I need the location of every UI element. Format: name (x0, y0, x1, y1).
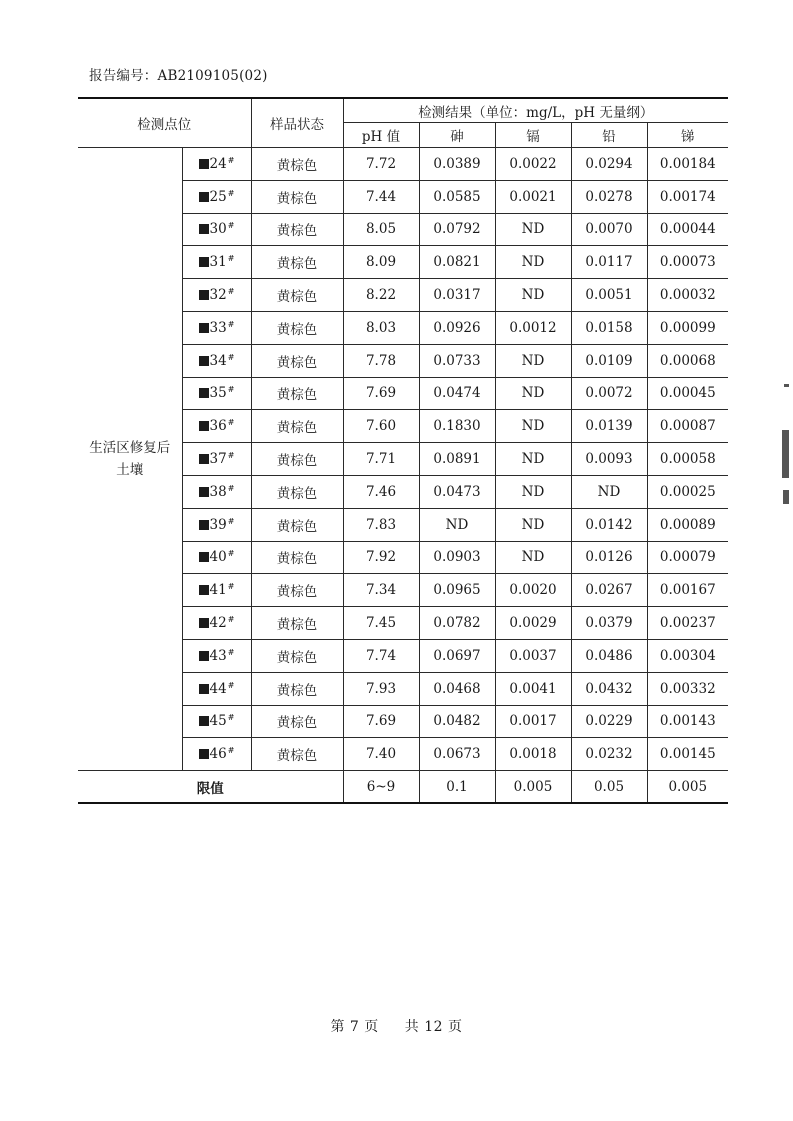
redaction-square-icon (199, 585, 209, 595)
sample-id (182, 443, 251, 476)
sample-suffix: # (227, 680, 235, 690)
sample-number: 33 (209, 319, 227, 336)
value-ph: 7.78 (343, 344, 419, 377)
value-cadmium: 0.0017 (495, 705, 571, 738)
value-cadmium: 0.0021 (495, 180, 571, 213)
value-cadmium: 0.0041 (495, 672, 571, 705)
header-arsenic: 砷 (419, 123, 495, 148)
sample-number: 38 (209, 483, 227, 500)
sample-id (182, 672, 251, 705)
value-antimony: 0.00304 (647, 639, 728, 672)
sample-suffix: # (227, 746, 235, 756)
sample-state: 黄棕色 (251, 541, 343, 574)
value-ph: 8.09 (343, 246, 419, 279)
sample-id (182, 541, 251, 574)
value-ph: 7.46 (343, 475, 419, 508)
redaction-square-icon (199, 618, 209, 628)
report-number: 报告编号：AB2109105(02) (89, 68, 268, 84)
results-table (78, 97, 728, 804)
sample-suffix: # (227, 418, 235, 428)
redaction-square-icon (199, 388, 209, 398)
sample-state: 黄棕色 (251, 279, 343, 312)
sample-suffix: # (227, 385, 235, 395)
sample-id (182, 508, 251, 541)
value-lead: 0.0072 (571, 377, 647, 410)
sample-id (182, 705, 251, 738)
value-cadmium: ND (495, 410, 571, 443)
sample-suffix: # (227, 352, 235, 362)
value-ph: 7.83 (343, 508, 419, 541)
value-antimony: 0.00099 (647, 311, 728, 344)
sample-suffix: # (227, 647, 235, 657)
value-lead: 0.0051 (571, 279, 647, 312)
value-arsenic: 0.0585 (419, 180, 495, 213)
redaction-square-icon (199, 192, 209, 202)
sample-suffix: # (227, 582, 235, 592)
value-lead: 0.0109 (571, 344, 647, 377)
sample-state: 黄棕色 (251, 738, 343, 771)
value-arsenic: 0.0673 (419, 738, 495, 771)
value-arsenic: 0.0792 (419, 213, 495, 246)
sample-id (182, 148, 251, 181)
redaction-square-icon (199, 684, 209, 694)
value-lead: ND (571, 475, 647, 508)
value-lead: 0.0232 (571, 738, 647, 771)
value-arsenic: 0.0926 (419, 311, 495, 344)
value-cadmium: 0.0012 (495, 311, 571, 344)
value-arsenic: 0.0891 (419, 443, 495, 476)
value-antimony: 0.00087 (647, 410, 728, 443)
value-antimony: 0.00089 (647, 508, 728, 541)
sample-id (182, 738, 251, 771)
limit-lead: 0.05 (571, 771, 647, 804)
value-ph: 8.03 (343, 311, 419, 344)
sample-state: 黄棕色 (251, 574, 343, 607)
value-arsenic: 0.0782 (419, 607, 495, 640)
value-cadmium: 0.0020 (495, 574, 571, 607)
sample-number: 40 (209, 549, 227, 566)
sample-number: 31 (209, 254, 227, 271)
value-lead: 0.0139 (571, 410, 647, 443)
header-ph: pH 值 (343, 123, 419, 148)
limit-row (78, 771, 728, 804)
sample-state: 黄棕色 (251, 180, 343, 213)
sample-id (182, 639, 251, 672)
value-lead: 0.0379 (571, 607, 647, 640)
value-antimony: 0.00045 (647, 377, 728, 410)
redaction-square-icon (199, 487, 209, 497)
value-lead: 0.0432 (571, 672, 647, 705)
value-antimony: 0.00068 (647, 344, 728, 377)
redaction-square-icon (199, 290, 209, 300)
value-ph: 7.93 (343, 672, 419, 705)
value-ph: 7.60 (343, 410, 419, 443)
sample-id (182, 311, 251, 344)
sample-suffix: # (227, 451, 235, 461)
value-arsenic: ND (419, 508, 495, 541)
sample-state: 黄棕色 (251, 607, 343, 640)
site-name: 生活区修复后 土壤 (78, 148, 182, 771)
value-cadmium: ND (495, 443, 571, 476)
limit-label: 限值 (78, 771, 343, 804)
value-arsenic: 0.0733 (419, 344, 495, 377)
redaction-square-icon (199, 749, 209, 759)
value-antimony: 0.00167 (647, 574, 728, 607)
sample-id (182, 410, 251, 443)
value-lead: 0.0278 (571, 180, 647, 213)
sample-state: 黄棕色 (251, 475, 343, 508)
value-arsenic: 0.0903 (419, 541, 495, 574)
value-arsenic: 0.0965 (419, 574, 495, 607)
value-antimony: 0.00237 (647, 607, 728, 640)
value-arsenic: 0.0697 (419, 639, 495, 672)
sample-id (182, 279, 251, 312)
value-ph: 7.69 (343, 705, 419, 738)
value-lead: 0.0294 (571, 148, 647, 181)
sample-state: 黄棕色 (251, 148, 343, 181)
sample-state: 黄棕色 (251, 410, 343, 443)
value-antimony: 0.00143 (647, 705, 728, 738)
value-cadmium: ND (495, 344, 571, 377)
value-lead: 0.0267 (571, 574, 647, 607)
header-lead: 铅 (571, 123, 647, 148)
value-ph: 7.72 (343, 148, 419, 181)
value-antimony: 0.00044 (647, 213, 728, 246)
page-number: 第 7 页 (330, 1019, 379, 1035)
header-results: 检测结果（单位：mg/L，pH 无量纲） (343, 98, 728, 123)
sample-id (182, 180, 251, 213)
header-antimony: 锑 (647, 123, 728, 148)
results-body (78, 148, 728, 771)
value-lead: 0.0158 (571, 311, 647, 344)
sample-id (182, 377, 251, 410)
redaction-square-icon (199, 520, 209, 530)
sample-state: 黄棕色 (251, 311, 343, 344)
value-lead: 0.0229 (571, 705, 647, 738)
limit-cadmium: 0.005 (495, 771, 571, 804)
redaction-square-icon (199, 257, 209, 267)
sample-number: 41 (209, 582, 227, 599)
value-antimony: 0.00025 (647, 475, 728, 508)
sample-suffix: # (227, 287, 235, 297)
redaction-square-icon (199, 651, 209, 661)
value-lead: 0.0070 (571, 213, 647, 246)
value-lead: 0.0486 (571, 639, 647, 672)
value-ph: 8.22 (343, 279, 419, 312)
value-ph: 7.71 (343, 443, 419, 476)
sample-id (182, 574, 251, 607)
sample-state: 黄棕色 (251, 705, 343, 738)
sample-suffix: # (227, 188, 235, 198)
limit-ph: 6~9 (343, 771, 419, 804)
redaction-square-icon (199, 159, 209, 169)
sample-suffix: # (227, 713, 235, 723)
value-ph: 7.92 (343, 541, 419, 574)
value-arsenic: 0.0821 (419, 246, 495, 279)
sample-number: 35 (209, 385, 227, 402)
page-footer (0, 1016, 793, 1036)
sample-suffix: # (227, 155, 235, 165)
value-antimony: 0.00174 (647, 180, 728, 213)
value-cadmium: ND (495, 213, 571, 246)
value-antimony: 0.00184 (647, 148, 728, 181)
value-lead: 0.0093 (571, 443, 647, 476)
margin-marks (779, 380, 793, 530)
value-antimony: 0.00032 (647, 279, 728, 312)
value-arsenic: 0.1830 (419, 410, 495, 443)
value-arsenic: 0.0474 (419, 377, 495, 410)
sample-state: 黄棕色 (251, 246, 343, 279)
value-ph: 7.44 (343, 180, 419, 213)
value-ph: 7.40 (343, 738, 419, 771)
value-cadmium: ND (495, 377, 571, 410)
value-cadmium: ND (495, 475, 571, 508)
sample-number: 39 (209, 516, 227, 533)
sample-number: 36 (209, 418, 227, 435)
value-cadmium: 0.0022 (495, 148, 571, 181)
sample-id (182, 213, 251, 246)
sample-suffix: # (227, 221, 235, 231)
redaction-square-icon (199, 323, 209, 333)
sample-id (182, 607, 251, 640)
sample-suffix: # (227, 254, 235, 264)
value-ph: 7.45 (343, 607, 419, 640)
sample-number: 44 (209, 680, 227, 697)
sample-number: 46 (209, 746, 227, 763)
value-cadmium: ND (495, 246, 571, 279)
value-ph: 8.05 (343, 213, 419, 246)
value-ph: 7.74 (343, 639, 419, 672)
table-row (78, 148, 728, 181)
sample-state: 黄棕色 (251, 639, 343, 672)
sample-state: 黄棕色 (251, 508, 343, 541)
sample-number: 24 (209, 155, 227, 172)
value-lead: 0.0117 (571, 246, 647, 279)
value-lead: 0.0142 (571, 508, 647, 541)
redaction-square-icon (199, 421, 209, 431)
redaction-square-icon (199, 224, 209, 234)
value-cadmium: ND (495, 279, 571, 312)
redaction-square-icon (199, 552, 209, 562)
value-arsenic: 0.0482 (419, 705, 495, 738)
header-site: 检测点位 (78, 98, 251, 148)
value-lead: 0.0126 (571, 541, 647, 574)
sample-suffix: # (227, 615, 235, 625)
value-antimony: 0.00079 (647, 541, 728, 574)
sample-state: 黄棕色 (251, 213, 343, 246)
value-arsenic: 0.0473 (419, 475, 495, 508)
sample-number: 45 (209, 713, 227, 730)
value-arsenic: 0.0389 (419, 148, 495, 181)
value-arsenic: 0.0317 (419, 279, 495, 312)
sample-id (182, 246, 251, 279)
value-ph: 7.69 (343, 377, 419, 410)
redaction-square-icon (199, 716, 209, 726)
value-antimony: 0.00058 (647, 443, 728, 476)
sample-number: 32 (209, 287, 227, 304)
value-cadmium: 0.0029 (495, 607, 571, 640)
value-antimony: 0.00073 (647, 246, 728, 279)
sample-number: 25 (209, 188, 227, 205)
value-arsenic: 0.0468 (419, 672, 495, 705)
sample-state: 黄棕色 (251, 672, 343, 705)
sample-number: 42 (209, 615, 227, 632)
limit-antimony: 0.005 (647, 771, 728, 804)
value-ph: 7.34 (343, 574, 419, 607)
sample-state: 黄棕色 (251, 377, 343, 410)
sample-suffix: # (227, 483, 235, 493)
redaction-square-icon (199, 356, 209, 366)
sample-suffix: # (227, 549, 235, 559)
value-cadmium: ND (495, 508, 571, 541)
sample-suffix: # (227, 319, 235, 329)
limit-arsenic: 0.1 (419, 771, 495, 804)
header-state: 样品状态 (251, 98, 343, 148)
sample-number: 37 (209, 451, 227, 468)
value-antimony: 0.00332 (647, 672, 728, 705)
sample-id (182, 475, 251, 508)
sample-number: 43 (209, 647, 227, 664)
redaction-square-icon (199, 454, 209, 464)
sample-number: 30 (209, 221, 227, 238)
header-cadmium: 镉 (495, 123, 571, 148)
sample-state: 黄棕色 (251, 443, 343, 476)
sample-id (182, 344, 251, 377)
value-cadmium: 0.0037 (495, 639, 571, 672)
page-total: 共 12 页 (404, 1019, 463, 1035)
sample-suffix: # (227, 516, 235, 526)
value-cadmium: 0.0018 (495, 738, 571, 771)
sample-number: 34 (209, 352, 227, 369)
sample-state: 黄棕色 (251, 344, 343, 377)
value-antimony: 0.00145 (647, 738, 728, 771)
value-cadmium: ND (495, 541, 571, 574)
